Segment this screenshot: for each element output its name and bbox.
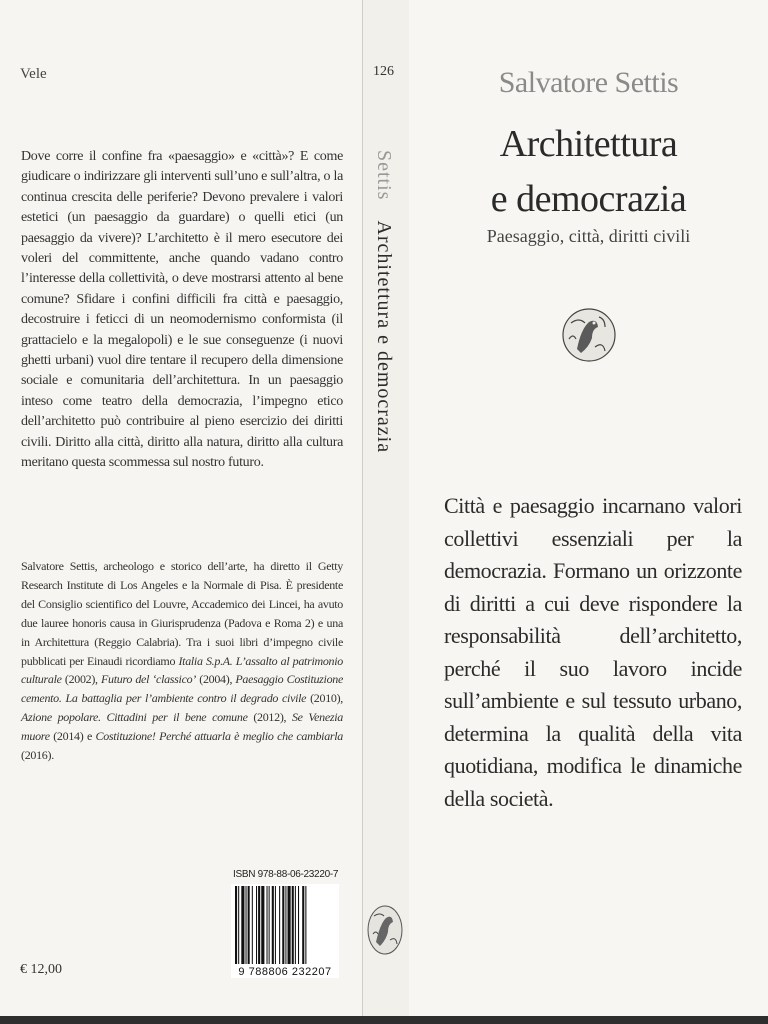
spine-author: Settis [373,150,395,201]
barcode-digits: 9 788806 232207 [238,966,332,978]
barcode-bar [288,886,291,964]
spine-title: Architettura e democrazia [373,220,395,454]
title-line-1: Architettura [499,123,678,165]
price: € 12,00 [20,962,62,977]
front-subtitle: Paesaggio, città, diritti civili [486,226,691,246]
front-title [409,117,768,227]
barcode-bar [305,886,306,964]
book-year: (2014) e [49,729,96,744]
barcode-bar [269,886,270,964]
book-year: (2016). [21,748,54,763]
barcode [231,884,339,978]
barcode-bar [246,886,247,964]
book-year: (2010), [306,691,344,706]
scan-edge-bottom [0,1016,768,1024]
front-quote: Città e paesaggio incarnano valori collettivi essenziali per la democrazia. Formano un orizzonte di diritti a cui deve rispondere la responsabilità dell’architetto, perché il suo lavoro incide sull’ambiente e sul tessuto urbano, determina la qualità della vita quotidiana, modifica le dinamiche della società. [444,493,742,811]
barcode-bar [282,886,284,964]
book-title: Se Venezia muore [21,710,343,744]
book-title: Futuro del ‘classico’ [101,672,197,687]
barcode-bar [292,886,294,964]
series-name: Vele [20,66,47,82]
barcode-bar [295,886,296,964]
back-blurb: Dove corre il confine fra «paesaggio» e «città»? E come giudicare o indirizzare gli interventi sull’uno e sull’altra, o la continua crescita delle periferie? Devono prevalere i valori estetici (un paesaggio da guardare) o quelli etici (un paesaggio da vivere)? L’architetto è il mero esecutore dei voleri del committente, anche quando vadano contro l’interesse della collettività, o deve mostrarsi attento al bene comune? Sfidare i confini difficili fra città e paesaggio, decostruire i feticci di un neomodernismo conformista (il grattacielo e la megalopoli) e le sue conseguenze (i nuovi ghetti urbani) vuol dire tentare il recupero della dimensione sociale e comunitaria dell’architettura. In un paesaggio inteso come teatro della democrazia, l’impegno etico dell’architetto può contribuire al pieno esercizio dei diritti civili. Diritto alla città, diritto alla natura, diritto alla cultura meritano questa scommessa sul nostro futuro. [21,149,343,471]
barcode-bar [279,886,280,964]
bio-intro: Salvatore Settis, archeologo e storico dell’arte, ha diretto il Getty Research Institute di Los Angeles e la Normale di Pisa. È presidente del Consiglio scientifico del Louvre, Accademico dei Lincei, ha avuto due lauree honoris causa in Giurisprudenza (Padova e Roma 2) e una in Architettura (Reggio Calabria). Tra i suoi libri d’impegno civile pubblicati per Einaudi ricordiamo [21,559,343,668]
publisher-logo-icon [366,904,404,956]
series-number: 126 [373,64,394,79]
book-year: (2004), [196,672,236,687]
barcode-bar [272,886,274,964]
barcode-bar [248,886,250,964]
book-year: (2002), [61,672,102,687]
barcode-bar [261,886,264,964]
front-author: Salvatore Settis [498,66,679,99]
title-line-2: e democrazia [490,178,687,220]
book-title: Paesaggio Costituzione cemento. La battaglia per l’ambiente contro il degrado civile [21,672,344,706]
barcode-bar [241,886,244,964]
barcode-bar [275,886,276,964]
barcode-bar [258,886,260,964]
barcode-bar [256,886,257,964]
barcode-bar [235,886,237,964]
barcode-bar [267,886,268,964]
author-bio [21,557,343,765]
book-title: Azione popolare. Cittadini per il bene comune [21,710,248,725]
barcode-bar [302,886,304,964]
book-title: Italia S.p.A. L’assalto al patrimonio culturale [21,653,343,687]
barcode-bar [298,886,299,964]
publisher-logo-icon [561,307,617,363]
barcode-bar [252,886,253,964]
barcode-bar [285,886,286,964]
barcode-bar [238,886,239,964]
book-year: (2012), [247,710,292,725]
isbn-label: ISBN 978-88-06-23220-7 [233,869,339,880]
book-title: Costituzione! Perché attuarla è meglio che cambiarla [95,729,343,744]
spine-text [372,150,395,453]
